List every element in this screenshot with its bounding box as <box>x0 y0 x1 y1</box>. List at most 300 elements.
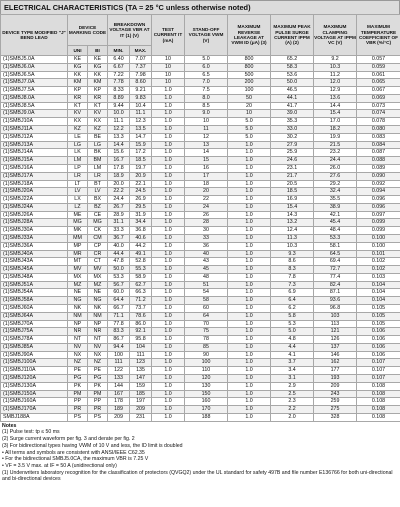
table-cell: 78 <box>185 336 228 344</box>
table-cell: LT <box>68 180 88 188</box>
table-cell: 189 <box>108 406 130 414</box>
table-cell: 3.1 <box>271 375 314 383</box>
table-cell: 15.4 <box>314 110 357 118</box>
table-cell: BM <box>88 157 108 165</box>
header-max: MAX. <box>130 46 152 56</box>
table-cell: LR <box>88 172 108 180</box>
table-cell: 0.106 <box>357 336 400 344</box>
table-cell: 40 <box>185 250 228 258</box>
table-cell: 87.1 <box>314 289 357 297</box>
table-row <box>1 406 400 414</box>
table-cell: MZ <box>88 281 108 289</box>
table-cell: (1)SMBJ12A <box>1 133 68 141</box>
table-cell: 50.0 <box>271 79 314 87</box>
table-cell: 1.0 <box>152 234 185 242</box>
table-row <box>1 102 400 110</box>
table-cell: 209 <box>130 406 152 414</box>
table-cell: 130 <box>185 382 228 390</box>
table-cell: 24.4 <box>314 157 357 165</box>
header-breakdown-voltage: BREAKDOWN VOLTAGE VBR AT IT (1) (V) <box>108 15 152 46</box>
table-cell: 93.6 <box>314 297 357 305</box>
table-cell: 1.0 <box>228 312 271 320</box>
table-cell: 0.090 <box>357 172 400 180</box>
table-cell: 1.0 <box>228 359 271 367</box>
table-cell: 1.0 <box>228 406 271 414</box>
table-cell: 1.0 <box>152 196 185 204</box>
table-cell: 6.9 <box>271 289 314 297</box>
table-cell: 0.083 <box>357 133 400 141</box>
table-row <box>1 63 400 71</box>
table-cell: MV <box>88 266 108 274</box>
table-cell: 22.2 <box>108 188 130 196</box>
note-line: (1) Pulse test: tp ≤ 50 ms <box>2 429 60 436</box>
table-cell: LM <box>88 164 108 172</box>
table-cell: 1.0 <box>228 336 271 344</box>
table-cell: 50.0 <box>108 266 130 274</box>
table-cell: 53.6 <box>271 71 314 79</box>
table-cell: 13.6 <box>314 94 357 102</box>
table-row <box>1 382 400 390</box>
table-cell: 23.1 <box>271 164 314 172</box>
table-cell: BE <box>88 133 108 141</box>
table-cell: 1.0 <box>228 343 271 351</box>
header-reverse-leakage: MAXIMUM REVERSE LEAKAGE AT VWM ID (μA) (3) <box>228 15 271 56</box>
table-cell: MT <box>68 258 88 266</box>
table-cell: 96.8 <box>314 305 357 313</box>
table-cell: 33 <box>185 234 228 242</box>
table-cell: 122 <box>108 367 130 375</box>
table-row <box>1 180 400 188</box>
table-cell: 7.37 <box>130 63 152 71</box>
table-cell: NE <box>88 289 108 297</box>
table-cell: 1.0 <box>152 157 185 165</box>
table-cell: 167 <box>108 390 130 398</box>
table-cell: 15.4 <box>271 203 314 211</box>
table-row <box>1 281 400 289</box>
table-cell: 0.106 <box>357 351 400 359</box>
note-line: • All terms and symbols are consistent with ANSI/IEEE C62.35 <box>2 449 145 456</box>
table-cell: 1.0 <box>152 351 185 359</box>
table-cell: BX <box>88 196 108 204</box>
table-cell: 137 <box>314 343 357 351</box>
electrical-characteristics-table <box>0 14 400 422</box>
table-cell: 1.0 <box>152 110 185 118</box>
table-cell: 1.0 <box>152 180 185 188</box>
table-cell: (1)SMBJ150A <box>1 390 68 398</box>
table-cell: 150 <box>185 390 228 398</box>
table-cell: NM <box>68 312 88 320</box>
table-cell: 5.3 <box>271 320 314 328</box>
table-cell: 70 <box>185 320 228 328</box>
table-cell: 0.108 <box>357 382 400 390</box>
table-cell: 56.7 <box>108 281 130 289</box>
table-cell: 23.2 <box>314 149 357 157</box>
table-cell: 0.099 <box>357 227 400 235</box>
table-cell: 73.7 <box>130 305 152 313</box>
table-cell: 0.065 <box>357 79 400 87</box>
table-cell: 133 <box>108 375 130 383</box>
table-cell: LM <box>68 157 88 165</box>
table-cell: 35.5 <box>314 196 357 204</box>
table-cell: 6.0 <box>185 63 228 71</box>
table-cell: 6.4 <box>271 297 314 305</box>
table-cell: 1.0 <box>228 172 271 180</box>
table-cell: 259 <box>314 398 357 406</box>
table-cell: 1.0 <box>152 281 185 289</box>
table-cell: 1.0 <box>228 203 271 211</box>
table-cell: (1)SMBJ130A <box>1 382 68 390</box>
table-cell: (1)SMBJ60A <box>1 305 68 313</box>
table-cell: 2.3 <box>271 398 314 406</box>
table-cell: 8.33 <box>108 87 130 95</box>
table-cell: 29.5 <box>130 203 152 211</box>
table-cell: (1)SMBJ26A <box>1 211 68 219</box>
table-cell: PR <box>68 406 88 414</box>
table-cell: LX <box>68 196 88 204</box>
table-cell: (1)SMBJ51A <box>1 281 68 289</box>
table-cell: 33.0 <box>271 126 314 134</box>
table-row <box>1 157 400 165</box>
table-cell: KT <box>88 102 108 110</box>
table-cell: 19.7 <box>130 164 152 172</box>
table-cell: 32.4 <box>314 188 357 196</box>
table-cell: 1.0 <box>152 320 185 328</box>
table-cell: 21.7 <box>271 172 314 180</box>
table-cell: 0.101 <box>357 250 400 258</box>
table-cell: 46.5 <box>271 87 314 95</box>
table-cell: 28.9 <box>108 211 130 219</box>
table-cell: 7.98 <box>130 71 152 79</box>
table-cell: 147 <box>130 375 152 383</box>
table-cell: (1)SMBJ100A <box>1 359 68 367</box>
table-cell: 50 <box>228 94 271 102</box>
table-cell: 82.4 <box>314 281 357 289</box>
table-row <box>1 133 400 141</box>
table-row <box>1 305 400 313</box>
table-cell: 8.6 <box>271 258 314 266</box>
table-cell: 0.074 <box>357 110 400 118</box>
table-cell: 1.0 <box>228 297 271 305</box>
table-cell: 10 <box>185 118 228 126</box>
table-cell: CK <box>88 227 108 235</box>
table-body <box>1 56 400 422</box>
table-cell: 13.3 <box>108 133 130 141</box>
table-cell: 34.4 <box>130 219 152 227</box>
table-cell: 1.0 <box>152 266 185 274</box>
table-cell: 209 <box>108 413 130 421</box>
table-cell: (1)SMBJ160A <box>1 398 68 406</box>
table-cell: 0.078 <box>357 118 400 126</box>
table-cell: 4.8 <box>271 336 314 344</box>
table-cell: 26 <box>185 211 228 219</box>
table-row <box>1 219 400 227</box>
table-cell: 8.0 <box>185 94 228 102</box>
table-cell: 1.0 <box>152 118 185 126</box>
header-peak-pulse-current: MAXIMUM PEAK PULSE SURGE CURRENT IPPM (A) (2) <box>271 15 314 56</box>
table-cell: 11.2 <box>314 71 357 79</box>
table-cell: 0.094 <box>357 188 400 196</box>
table-cell: 24.6 <box>271 157 314 165</box>
table-cell: NZ <box>88 359 108 367</box>
table-cell: 26.7 <box>108 203 130 211</box>
table-cell: 3.4 <box>271 367 314 375</box>
table-cell: (1)SMBJ33A <box>1 234 68 242</box>
table-cell: LG <box>88 141 108 149</box>
table-cell: (1)SMBJ70A <box>1 320 68 328</box>
table-cell: 52.8 <box>130 258 152 266</box>
table-cell: (1)SMBJ6.0A <box>1 63 68 71</box>
table-cell: MR <box>68 250 88 258</box>
table-row <box>1 149 400 157</box>
table-cell: 1.0 <box>228 273 271 281</box>
table-cell: 77.8 <box>108 320 130 328</box>
table-cell: (1)SMBJ45A <box>1 266 68 274</box>
note-line: • VF = 3.5 V max. at IF = 50 A (unidirectional only) <box>2 462 117 469</box>
table-cell: 48.4 <box>314 227 357 235</box>
table-cell: 10 <box>152 79 185 87</box>
table-cell: KK <box>88 71 108 79</box>
table-cell: 0.097 <box>357 211 400 219</box>
notes-section <box>0 422 400 483</box>
table-cell: 58.3 <box>271 63 314 71</box>
header-standoff-voltage: STAND-OFF VOLTAGE VWM (V) <box>185 15 228 56</box>
table-cell: 1.0 <box>228 234 271 242</box>
table-cell: 53.3 <box>314 234 357 242</box>
table-cell: 20.0 <box>108 180 130 188</box>
table-cell: NR <box>88 328 108 336</box>
table-cell: 7.5 <box>185 87 228 95</box>
table-cell: 120 <box>185 375 228 383</box>
table-cell: 1.0 <box>228 258 271 266</box>
table-cell: 0.059 <box>357 63 400 71</box>
table-cell: 9.21 <box>130 87 152 95</box>
table-cell: BZ <box>88 203 108 211</box>
header-device-marking: DEVICE MARKING CODE <box>68 15 108 46</box>
table-cell: 4.4 <box>271 343 314 351</box>
table-cell: 2.0 <box>271 413 314 421</box>
table-cell: 49.1 <box>130 250 152 258</box>
table-cell: KZ <box>68 126 88 134</box>
table-cell: 71.2 <box>130 297 152 305</box>
table-cell: 162 <box>314 359 357 367</box>
table-cell: LP <box>68 164 88 172</box>
table-cell: 65.2 <box>271 56 314 64</box>
table-cell: 77.4 <box>314 273 357 281</box>
table-cell: PG <box>68 375 88 383</box>
table-row <box>1 250 400 258</box>
table-cell: 9.83 <box>130 94 152 102</box>
table-cell: 54 <box>185 289 228 297</box>
table-cell: 75 <box>185 328 228 336</box>
table-cell: 121 <box>314 328 357 336</box>
table-cell: 0.105 <box>357 305 400 313</box>
table-cell: 0.102 <box>357 266 400 274</box>
table-cell: NG <box>68 297 88 305</box>
table-cell: 58 <box>185 297 228 305</box>
table-cell: LK <box>68 149 88 157</box>
table-cell: 0.088 <box>357 157 400 165</box>
table-cell: 177 <box>314 367 357 375</box>
table-cell: (1)SMBJ54A <box>1 289 68 297</box>
table-cell: 188 <box>185 413 228 421</box>
table-cell: 64 <box>185 312 228 320</box>
table-cell: KG <box>88 63 108 71</box>
table-cell: 1.0 <box>228 188 271 196</box>
table-cell: 111 <box>130 351 152 359</box>
table-cell: 1.0 <box>152 227 185 235</box>
table-cell: SMBJ188A <box>1 413 68 421</box>
table-cell: 1.0 <box>228 320 271 328</box>
table-cell: NE <box>68 289 88 297</box>
table-cell: 60 <box>185 305 228 313</box>
table-cell: 135 <box>130 367 152 375</box>
table-cell: 86.7 <box>108 336 130 344</box>
table-cell: 58.1 <box>314 242 357 250</box>
table-cell: 1.0 <box>152 219 185 227</box>
table-cell: (1)SMBJ40A <box>1 250 68 258</box>
table-cell: (1)SMBJ11A <box>1 126 68 134</box>
table-cell: CR <box>88 250 108 258</box>
table-cell: 7.0 <box>185 79 228 87</box>
table-cell: 1.0 <box>152 367 185 375</box>
table-cell: (1)SMBJ48A <box>1 273 68 281</box>
table-cell: 9.44 <box>108 102 130 110</box>
table-cell: 36 <box>185 242 228 250</box>
header-clamping-voltage: MAXIMUM CLAMPING VOLTAGE AT IPPM VC (V) <box>314 15 357 56</box>
header-device-type: DEVICE TYPE MODIFIED "J" BEND LEAD <box>1 15 68 56</box>
table-cell: 22 <box>185 196 228 204</box>
table-row <box>1 297 400 305</box>
table-row <box>1 118 400 126</box>
table-cell: KR <box>88 94 108 102</box>
table-cell: 1.0 <box>152 297 185 305</box>
table-cell: (1)SMBJ36A <box>1 242 68 250</box>
table-cell: NP <box>68 320 88 328</box>
table-cell: 66.7 <box>108 305 130 313</box>
table-cell: 1.0 <box>152 312 185 320</box>
table-cell: 51 <box>185 281 228 289</box>
table-cell: 62.7 <box>130 281 152 289</box>
table-cell: 1.0 <box>228 164 271 172</box>
table-cell: 193 <box>314 375 357 383</box>
table-cell: 15.9 <box>130 141 152 149</box>
table-cell: LR <box>68 172 88 180</box>
table-cell: 123 <box>130 359 152 367</box>
table-cell: 5.0 <box>228 126 271 134</box>
table-cell: 1.0 <box>152 382 185 390</box>
table-cell: 83.3 <box>108 328 130 336</box>
table-row <box>1 87 400 95</box>
table-cell: NP <box>88 320 108 328</box>
table-cell: 6.40 <box>108 56 130 64</box>
table-cell: 1.0 <box>152 398 185 406</box>
table-row <box>1 390 400 398</box>
table-cell: 0.104 <box>357 297 400 305</box>
table-cell: ME <box>68 211 88 219</box>
table-cell: 1.0 <box>228 289 271 297</box>
table-cell: 1.0 <box>228 211 271 219</box>
table-cell: 28 <box>185 219 228 227</box>
table-cell: 0.102 <box>357 258 400 266</box>
table-cell: PS <box>68 413 88 421</box>
table-cell: (1)SMBJ8.5A <box>1 102 68 110</box>
table-cell: 5.0 <box>228 118 271 126</box>
table-cell: PP <box>68 398 88 406</box>
table-cell: 72.7 <box>314 266 357 274</box>
table-cell: NX <box>68 351 88 359</box>
table-cell: KM <box>88 79 108 87</box>
table-cell: MG <box>88 219 108 227</box>
table-cell: 36.8 <box>130 227 152 235</box>
table-cell: 31.1 <box>108 219 130 227</box>
table-cell: CP <box>88 242 108 250</box>
table-cell: 12.2 <box>108 126 130 134</box>
table-cell: KV <box>68 110 88 118</box>
table-cell: PE <box>68 367 88 375</box>
table-cell: 100 <box>108 351 130 359</box>
table-cell: KZ <box>88 126 108 134</box>
table-cell: 1.0 <box>152 305 185 313</box>
table-cell: MV <box>68 266 88 274</box>
table-cell: 3.7 <box>271 359 314 367</box>
table-cell: 0.104 <box>357 281 400 289</box>
table-cell: 14.4 <box>108 141 130 149</box>
table-cell: BK <box>88 149 108 157</box>
table-cell: 10 <box>228 110 271 118</box>
table-cell: 10 <box>152 71 185 79</box>
notes-list <box>2 429 398 483</box>
table-cell: 1.0 <box>228 266 271 274</box>
table-cell: 30 <box>185 227 228 235</box>
table-cell: 36.7 <box>108 234 130 242</box>
table-cell: (1)SMBJ64A <box>1 312 68 320</box>
table-cell: LV <box>88 188 108 196</box>
table-row <box>1 273 400 281</box>
table-cell: 14.7 <box>130 133 152 141</box>
table-cell: 26.0 <box>314 164 357 172</box>
table-cell: KE <box>88 56 108 64</box>
table-cell: 0.100 <box>357 234 400 242</box>
table-cell: 197 <box>130 398 152 406</box>
table-cell: KK <box>68 71 88 79</box>
table-cell: 800 <box>228 63 271 71</box>
table-cell: 7.78 <box>108 79 130 87</box>
table-cell: 1.0 <box>228 219 271 227</box>
table-cell: 2.9 <box>271 382 314 390</box>
table-cell: 12.4 <box>271 227 314 235</box>
table-cell: 13.2 <box>271 219 314 227</box>
table-cell: (1)SMBJ8.0A <box>1 94 68 102</box>
table-cell: 178 <box>108 398 130 406</box>
table-cell: 26.9 <box>130 196 152 204</box>
table-cell: 1.0 <box>228 196 271 204</box>
table-row <box>1 172 400 180</box>
table-cell: PR <box>88 406 108 414</box>
table-row <box>1 79 400 87</box>
table-cell: 1.0 <box>228 180 271 188</box>
table-row <box>1 320 400 328</box>
table-cell: 0.107 <box>357 359 400 367</box>
table-cell: 7.07 <box>130 56 152 64</box>
table-cell: 1.0 <box>228 382 271 390</box>
table-cell: 1.0 <box>152 141 185 149</box>
table-cell: NT <box>68 336 88 344</box>
table-cell: (1)SMBJ16A <box>1 164 68 172</box>
table-cell: 17.0 <box>314 118 357 126</box>
table-cell: MX <box>68 273 88 281</box>
table-cell: 1.0 <box>152 87 185 95</box>
table-cell: (1)SMBJ24A <box>1 203 68 211</box>
